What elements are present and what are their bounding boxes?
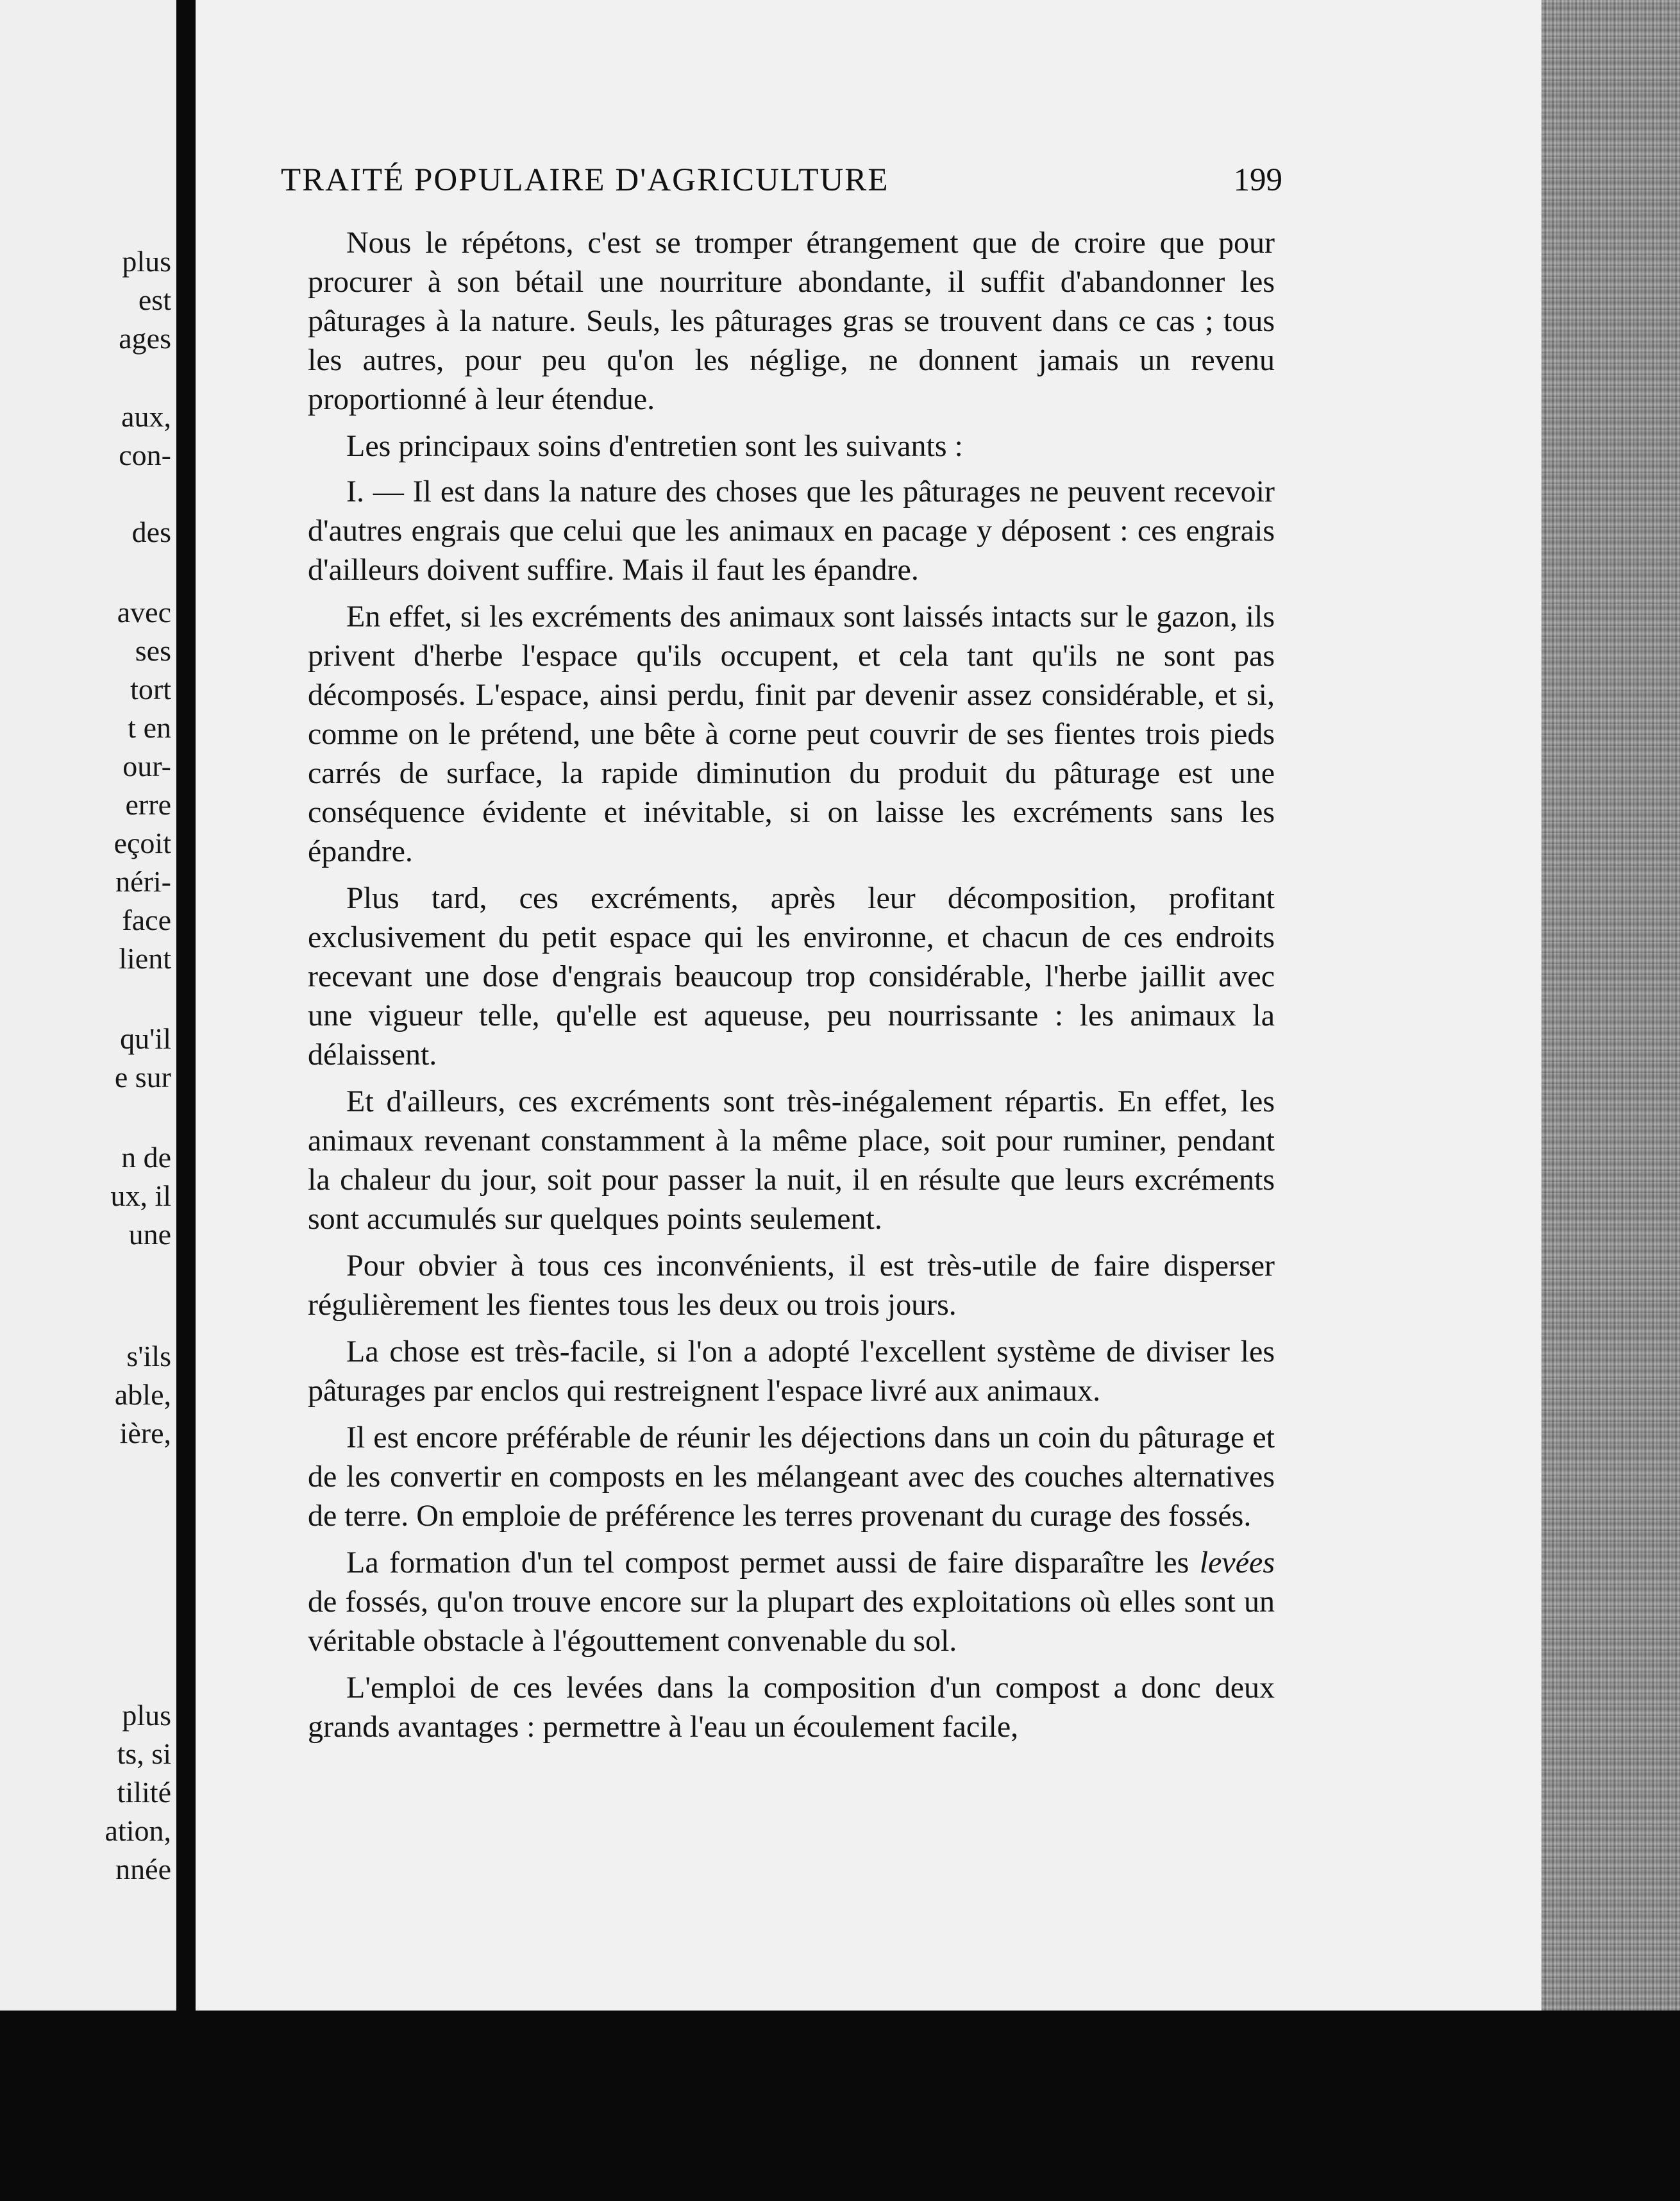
facing-page-line: aux, bbox=[121, 400, 171, 433]
facing-page-line: néri- bbox=[115, 865, 171, 898]
facing-page-line: ages bbox=[119, 322, 171, 355]
facing-page-line: est bbox=[138, 283, 171, 316]
facing-page-line: t en bbox=[128, 711, 171, 744]
facing-page-line: n de bbox=[121, 1141, 171, 1174]
scan-background bbox=[0, 2011, 1680, 2201]
paragraph: L'emploi de ces levées dans la composition d'un compost a donc deux grands avantages : permettre à l'eau un écoulement facile, bbox=[308, 1671, 1275, 1744]
facing-page-line: eçoit bbox=[113, 827, 171, 859]
italic-term: levées bbox=[1199, 1546, 1275, 1580]
facing-page-line: nnée bbox=[115, 1853, 171, 1885]
paragraph: Les principaux soins d'entretien sont les suivants : bbox=[346, 429, 963, 463]
facing-page-line: our- bbox=[122, 750, 171, 782]
facing-page-line: une bbox=[128, 1218, 171, 1251]
paragraph bbox=[308, 1543, 1275, 1660]
facing-page-line: ière, bbox=[119, 1417, 171, 1449]
facing-page-line: face bbox=[122, 904, 171, 936]
facing-page-line: e sur bbox=[114, 1061, 171, 1093]
paragraph: Nous le répétons, c'est se tromper étrangement que de croire que pour procurer à son bétail une nourriture abondante, il suffit d'abandonner les pâturages à la nature. Seuls, les pâturages gras se trouvent dans ce cas ; tous les autres, pour peu qu'on les néglige, ne donnent jamais un revenu proportionné à leur étendue. bbox=[308, 226, 1275, 416]
facing-page-line: lient bbox=[119, 942, 171, 975]
page-block-edge bbox=[1541, 0, 1680, 2011]
book-gutter bbox=[176, 0, 196, 2011]
running-title: TRAITÉ POPULAIRE D'AGRICULTURE bbox=[281, 162, 889, 198]
facing-page-line: s'ils bbox=[126, 1340, 171, 1372]
facing-page-line: ation, bbox=[105, 1814, 171, 1847]
paragraph-text: de fossés, qu'on trouve encore sur la plupart des exploitations où elles sont un véritable obstacle à l'égouttement convenable du sol. bbox=[308, 1585, 1275, 1658]
facing-page-line: qu'il bbox=[120, 1022, 171, 1055]
facing-page-line: able, bbox=[114, 1378, 171, 1411]
facing-page-line: ux, il bbox=[110, 1179, 171, 1212]
facing-page-line: des bbox=[131, 516, 171, 548]
paragraph: La chose est très-facile, si l'on a adopté l'excellent système de diviser les pâturages par enclos qui restreignent l'espace livré aux animaux. bbox=[308, 1335, 1275, 1408]
facing-page-fragment bbox=[0, 0, 176, 2011]
facing-page-line: erre bbox=[125, 788, 171, 821]
paragraph: I. — Il est dans la nature des choses que les pâturages ne peuvent recevoir d'autres engrais que celui que les animaux en pacage y déposent : ces engrais d'ailleurs doivent suffire. Mais il faut les épandre. bbox=[308, 475, 1275, 587]
paragraph: Pour obvier à tous ces inconvénients, il est très-utile de faire disperser régulièrement les fientes tous les deux ou trois jours. bbox=[308, 1249, 1275, 1322]
facing-page-line: avec bbox=[117, 596, 171, 628]
body-text bbox=[308, 223, 1275, 1754]
paragraph: En effet, si les excréments des animaux sont laissés intacts sur le gazon, ils privent d'herbe l'espace qu'ils occupent, et cela tant qu'ils ne sont pas décomposés. L'espace, ainsi perdu, finit par devenir assez considérable, et si, comme on le prétend, une bête à corne peut couvrir de ses fientes trois pieds carrés de surface, la rapide diminution du produit du pâturage est une conséquence évidente et inévitable, si on laisse les excréments sans les épandre. bbox=[308, 600, 1275, 868]
paragraph: Et d'ailleurs, ces excréments sont très-inégalement répartis. En effet, les animaux revenant constamment à la même place, soit pour ruminer, pendant la chaleur du jour, soit pour passer la nuit, il en résulte que leurs excréments sont accumulés sur quelques points seulement. bbox=[308, 1084, 1275, 1236]
page-number: 199 bbox=[1233, 162, 1282, 198]
facing-page-line: plus bbox=[122, 1699, 171, 1732]
facing-page-line: tort bbox=[130, 673, 171, 705]
facing-page-line: tilité bbox=[117, 1776, 171, 1809]
page-edge-texture bbox=[1541, 0, 1680, 2011]
facing-page-line: con- bbox=[119, 439, 171, 471]
facing-page-line: plus bbox=[122, 245, 171, 278]
paragraph-text: La formation d'un tel compost permet aussi de faire disparaître les bbox=[346, 1546, 1200, 1580]
facing-page-line: ses bbox=[135, 634, 171, 667]
paragraph: Plus tard, ces excréments, après leur décomposition, profitant exclusivement du petit espace qui les environne, et chacun de ces endroits recevant une dose d'engrais beaucoup trop considérable, l'herbe jaillit avec une vigueur telle, qu'elle est aqueuse, peu nourrissante : les animaux la délaissent. bbox=[308, 881, 1275, 1072]
facing-page-line: ts, si bbox=[117, 1737, 171, 1770]
paragraph: Il est encore préférable de réunir les déjections dans un coin du pâturage et de les convertir en composts en les mélangeant avec des couches alternatives de terre. On emploie de préférence les terres provenant du curage des fossés. bbox=[308, 1421, 1275, 1533]
